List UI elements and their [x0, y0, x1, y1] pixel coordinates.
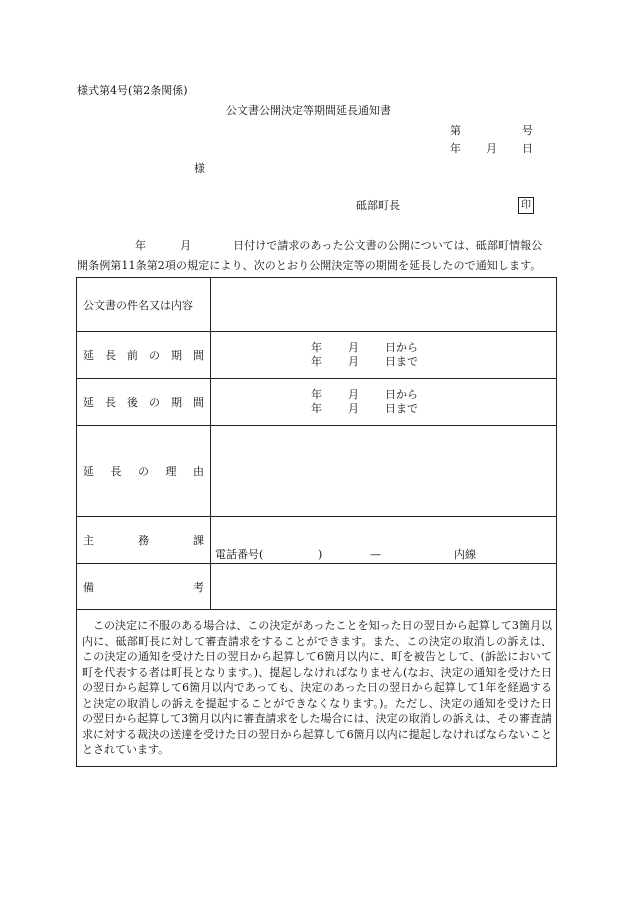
- intro-line-1: [77, 236, 563, 256]
- reason-label: [83, 463, 204, 479]
- label-char: 課: [193, 534, 204, 547]
- month-label: 月: [348, 388, 359, 401]
- after-period-dates: [211, 388, 556, 416]
- after-period-label: [83, 394, 204, 410]
- notice-form-table: [76, 277, 557, 767]
- label-char: 期: [171, 396, 182, 409]
- label-char: 延: [83, 349, 94, 362]
- doc-name-label-cell: [77, 278, 211, 332]
- phone-close-paren: ): [318, 548, 323, 561]
- intro-line-1-text: 日付けで請求のあった公文書の公開については、砥部町情報公: [233, 239, 543, 252]
- appeal-notice-cell: [77, 610, 557, 767]
- label-char: 延: [83, 465, 94, 478]
- date-day-label: 日: [522, 142, 533, 155]
- before-period-label-cell: [77, 332, 211, 379]
- label-char: 長: [105, 396, 116, 409]
- before-period-from: [311, 341, 556, 355]
- label-char: 後: [127, 396, 138, 409]
- phone-label: 電話番号(: [215, 548, 264, 561]
- intro-paragraph: [77, 236, 563, 276]
- label-char: 前: [127, 349, 138, 362]
- after-period-from: [311, 388, 556, 402]
- label-char: 長: [105, 349, 116, 362]
- month-label: 月: [348, 355, 359, 368]
- from-label: 日から: [385, 388, 418, 401]
- label-char: 主: [83, 534, 94, 547]
- label-char: の: [149, 396, 160, 409]
- intro-line-2: 開条例第11条第2項の規定により、次のとおり公開決定等の期間を延長したので通知します。: [77, 259, 542, 272]
- year-label: 年: [311, 402, 322, 415]
- date-month-label: 月: [486, 142, 497, 155]
- label-char: 理: [165, 465, 177, 478]
- label-char: 由: [193, 465, 204, 478]
- after-period-to: [311, 402, 556, 416]
- form-number: 様式第4号(第2条関係): [77, 84, 188, 97]
- intro-month-label: 月: [180, 239, 192, 252]
- label-char: 考: [193, 580, 204, 594]
- label-char: 務: [138, 534, 149, 547]
- before-period-dates: [211, 341, 556, 369]
- addressee-suffix: 様: [194, 162, 205, 175]
- to-label: 日まで: [385, 355, 418, 368]
- label-char: の: [149, 349, 160, 362]
- reason-label-cell: [77, 426, 211, 517]
- to-label: 日まで: [385, 402, 418, 415]
- before-period-label: [83, 347, 204, 363]
- intro-year-label: 年: [135, 239, 147, 252]
- year-label: 年: [311, 341, 322, 354]
- dept-value-cell: [211, 517, 557, 564]
- remarks-label: [83, 579, 204, 595]
- after-period-value-cell: [211, 379, 557, 426]
- number-suffix: 号: [522, 124, 533, 137]
- label-char: 期: [171, 349, 182, 362]
- remarks-value-cell: [211, 564, 557, 610]
- month-label: 月: [348, 402, 359, 415]
- doc-name-label: 公文書の件名又は内容: [83, 298, 193, 312]
- year-label: 年: [311, 388, 322, 401]
- label-char: 延: [83, 396, 94, 409]
- after-period-label-cell: [77, 379, 211, 426]
- label-char: 長: [110, 465, 122, 478]
- label-char: 間: [193, 349, 204, 362]
- remarks-label-cell: [77, 564, 211, 610]
- number-prefix: 第: [450, 124, 461, 137]
- from-label: 日から: [385, 341, 418, 354]
- document-title: 公文書公開決定等期間延長通知書: [226, 104, 391, 117]
- label-char: 備: [83, 580, 94, 594]
- dept-label: [83, 532, 204, 548]
- reason-value-cell: [211, 426, 557, 517]
- month-label: 月: [348, 341, 359, 354]
- seal-mark: 印: [518, 197, 534, 214]
- label-char: 間: [193, 396, 204, 409]
- issuer-name: 砥部町長: [356, 199, 400, 212]
- year-label: 年: [311, 355, 322, 368]
- phone-line: [211, 548, 556, 563]
- before-period-value-cell: [211, 332, 557, 379]
- date-year-label: 年: [450, 142, 461, 155]
- dept-label-cell: [77, 517, 211, 564]
- phone-dash: —: [370, 548, 381, 561]
- label-char: の: [138, 465, 149, 478]
- doc-name-value-cell: [211, 278, 557, 332]
- before-period-to: [311, 355, 556, 369]
- extension-label: 内線: [454, 548, 476, 561]
- appeal-notice-text: この決定に不服のある場合は、この決定があったことを知った日の翌日から起算して3箇月以内に、砥部町長に対して審査請求をすることができます。また、この決定の取消しの訴えは、この決定の通知を受けた日の翌日から起算して6箇月以内に、町を被告として、(訴訟において町を代表する者は町長となります。)、提起しなければなりません(なお、決定の通知を受けた日の翌日から起算して6箇月以内であっても、決定のあった日の翌日から起算して1年を経過すると決定の取消しの訴えを提起することができなくなります。)。ただし、決定の通知を受けた日の翌日から起算して3箇月以内に審査請求をした場合には、決定の取消しの訴えは、その審査請求に対する裁決の送達を受けた日の翌日から起算して6箇月以内に提起しなければならないこととされています。: [82, 619, 552, 756]
